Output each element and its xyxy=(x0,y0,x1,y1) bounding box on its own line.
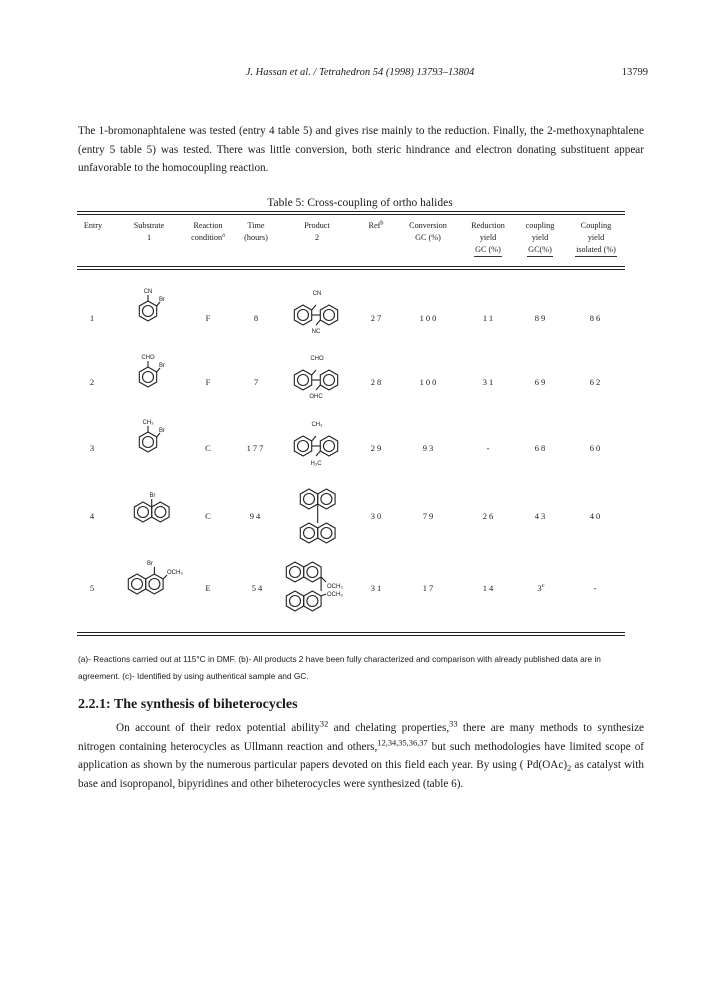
row2-sub-br-label: Br xyxy=(159,363,165,369)
row3-coupling: 68 xyxy=(534,443,548,453)
row3-prod-top-label: CH₃ xyxy=(311,422,323,428)
row3-entry: 3 xyxy=(89,443,97,453)
row1-product-structure xyxy=(286,287,352,333)
row4-substrate-structure xyxy=(126,484,178,530)
header-reaction: Reaction condition$^a$ xyxy=(191,221,225,242)
row5-prod-och3-a: OCH₃ xyxy=(327,584,343,590)
row1-conversion: 100 xyxy=(419,313,439,323)
row5-conversion: 17 xyxy=(422,583,436,593)
row1-isolated: 86 xyxy=(589,313,603,323)
row1-prod-top-label: CN xyxy=(312,291,322,297)
row1-time: 8 xyxy=(253,313,259,323)
row1-reduction: 11 xyxy=(482,313,496,323)
table-bottom-rule-2 xyxy=(77,635,625,636)
row2-time: 7 xyxy=(253,377,259,387)
table-top-rule xyxy=(77,211,625,212)
header-bottom-rule xyxy=(77,266,625,267)
row5-sub-br-label: Br xyxy=(147,561,153,567)
header-substrate: Substrate 1 xyxy=(133,221,165,242)
header-reduction: Reduction yield GC (%) xyxy=(464,220,512,257)
row2-prod-bottom-label: OHC xyxy=(309,394,323,400)
row2-condition: F xyxy=(205,377,211,387)
row5-entry: 5 xyxy=(89,583,97,593)
section-paragraph: On account of their redox potential ability$^{32}$ and chelating properties,$^{33}$ there are many methods to synthesize nitrogen containing heterocycles as Ullmann reaction and others,$^{12,34,35,36,37}$ but such methodologies have limited scope of application as shown by the numerous particular papers devoted on this field each year. By using ( $Pd(OAc)_2$ as catalyst with base and isopropanol, bipyridines and other biheterocycles were synthesized (table 6). xyxy=(78,719,645,790)
row5-time: 54 xyxy=(251,583,265,593)
row5-reduction: 14 xyxy=(482,583,496,593)
table-top-rule-2 xyxy=(77,214,625,215)
row3-substrate-structure xyxy=(128,415,170,461)
row2-isolated: 62 xyxy=(589,377,603,387)
row4-ref: 30 xyxy=(370,511,384,521)
header-coupling-gc: coupling yield GC(%) xyxy=(518,220,562,257)
row5-product-structure xyxy=(280,558,364,620)
row2-entry: 2 xyxy=(89,377,97,387)
header-time: Time (hours) xyxy=(244,221,268,242)
row3-ref: 29 xyxy=(370,443,384,453)
row5-substrate-structure xyxy=(120,556,196,602)
row1-ref: 27 xyxy=(370,313,384,323)
row1-sub-top-label: CN xyxy=(143,289,153,295)
row1-prod-bottom-label: NC xyxy=(311,329,321,335)
header-entry: Entry xyxy=(83,221,103,230)
row4-time: 94 xyxy=(249,511,263,521)
row3-prod-bottom-label: H₃C xyxy=(310,461,322,467)
journal-citation: J. Hassan et al. / Tetrahedron 54 (1998) 13793–13804 xyxy=(245,67,475,78)
row1-coupling: 89 xyxy=(534,313,548,323)
header-ref: Ref$^b$ xyxy=(368,220,384,230)
row2-reduction: 31 xyxy=(482,377,496,387)
row1-substrate-structure xyxy=(128,284,170,330)
row5-condition: E xyxy=(205,583,211,593)
row4-isolated: 40 xyxy=(589,511,603,521)
table-bottom-rule xyxy=(77,632,625,633)
page-number: 13799 xyxy=(621,67,648,78)
row3-isolated: 60 xyxy=(589,443,603,453)
row1-entry: 1 xyxy=(89,313,97,323)
running-header xyxy=(0,67,720,83)
row5-coupling: 3$^c$ xyxy=(537,582,545,593)
row4-condition: C xyxy=(205,511,211,521)
row5-sub-och3-label: OCH₃ xyxy=(167,570,183,576)
table-footnote: (a)- Reactions carried out at 115°C in DMF. (b)- All products 2 have been fully characterized and comparison with already published data are in agreement. (c)- Identified by using authentical sample and GC. xyxy=(78,654,601,681)
row3-conversion: 93 xyxy=(422,443,436,453)
table-caption: Table 5: Cross-coupling of ortho halides xyxy=(267,197,453,209)
row2-sub-top-label: CHO xyxy=(141,355,155,361)
row3-reduction: - xyxy=(486,443,492,453)
row4-coupling: 43 xyxy=(534,511,548,521)
header-coupling-isolated: Coupling yield isolated (%) xyxy=(568,220,624,257)
header-conversion: Conversion GC (%) xyxy=(409,221,447,242)
row2-prod-top-label: CHO xyxy=(310,356,324,362)
row5-isolated: - xyxy=(593,583,599,593)
row4-product-structure xyxy=(294,486,342,548)
row1-condition: F xyxy=(205,313,211,323)
row2-substrate-structure xyxy=(128,350,170,396)
intro-paragraph: The 1-bromonaphtalene was tested (entry 4 table 5) and gives rise mainly to the reduction. Finally, the 2-methoxynaphtalene (entry 5 table 5) was tested. There was little conversion, both steric hindrance and electron donating substituent appear unfavorable to the homocoupling reaction. xyxy=(78,125,644,174)
row3-sub-br-label: Br xyxy=(159,428,165,434)
row2-coupling: 69 xyxy=(534,377,548,387)
row1-sub-br-label: Br xyxy=(159,297,165,303)
row2-product-structure xyxy=(286,352,352,398)
row3-product-structure xyxy=(286,418,352,466)
row4-reduction: 26 xyxy=(482,511,496,521)
row3-sub-top-label: CH₃ xyxy=(142,420,154,426)
row2-ref: 28 xyxy=(370,377,384,387)
row4-sub-br-label: Br xyxy=(149,493,156,499)
row5-prod-och3-b: OCH₃ xyxy=(327,592,343,598)
row4-entry: 4 xyxy=(89,511,97,521)
row2-conversion: 100 xyxy=(419,377,439,387)
section-heading: 2.2.1: The synthesis of biheterocycles xyxy=(78,697,298,712)
row3-time: 177 xyxy=(246,443,266,453)
header-bottom-rule-2 xyxy=(77,269,625,270)
row4-conversion: 79 xyxy=(422,511,436,521)
header-product: Product 2 xyxy=(304,221,330,242)
row5-ref: 31 xyxy=(370,583,384,593)
row3-condition: C xyxy=(205,443,211,453)
